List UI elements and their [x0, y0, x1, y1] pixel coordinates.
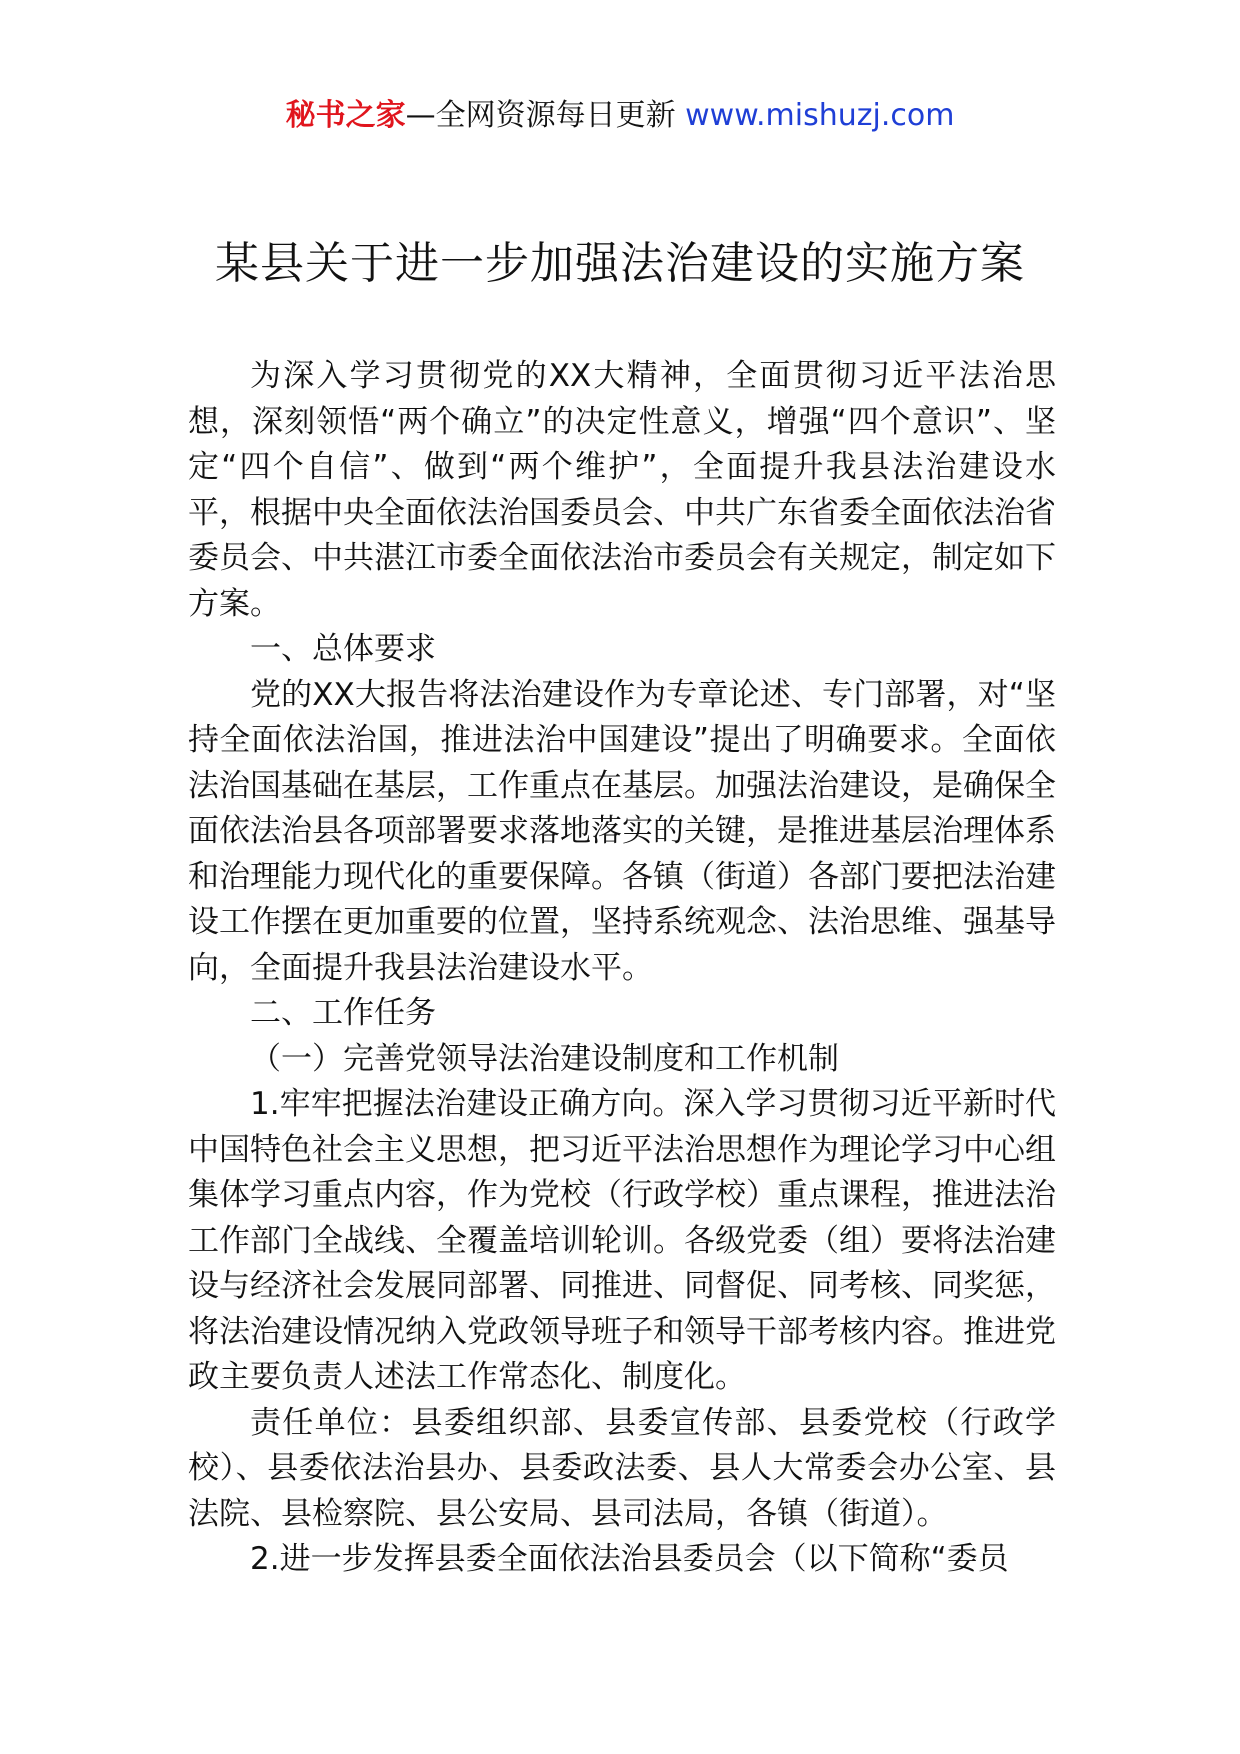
section-heading-work-tasks: 二、工作任务 [250, 995, 436, 1031]
header-slogan: —全网资源每日更新 [405, 98, 686, 133]
paragraph-item-1: 1.牢牢把握法治建设正确方向。深入学习贯彻习近平新时代中国特色社会主义思想，把习近平法治思想作为理论学习中心组集体学习重点内容，作为党校（行政学校）重点课程，推进法治工作部门全战线、全覆盖培训轮训。各级党委（组）要将法治建设与经济社会发展同部署、同推进、同督促、同考核、同奖惩，将法治建设情况纳入党政领导班子和领导干部考核内容。推进党政主要负责人述法工作常态化、制度化。 [188, 1086, 1056, 1395]
brand-name: 秘书之家 [285, 98, 406, 133]
paragraph-intro: 为深入学习贯彻党的XX大精神，全面贯彻习近平法治思想，深刻领悟“两个确立”的决定性意义，增强“四个意识”、坚定“四个自信”、做到“两个维护”，全面提升我县法治建设水平，根据中央全面依法治国委员会、中共广东省委全面依法治省委员会、中共湛江市委全面依法治市委员会有关规定，制定如下方案。 [188, 358, 1056, 622]
paragraph-overall-requirements: 党的XX大报告将法治建设作为专章论述、专门部署，对“坚持全面依法治国，推进法治中国建设”提出了明确要求。全面依法治国基础在基层，工作重点在基层。加强法治建设，是确保全面依法治县各项部署要求落地落实的关键，是推进基层治理体系和治理能力现代化的重要保障。各镇（街道）各部门要把法治建设工作摆在更加重要的位置，坚持系统观念、法治思维、强基导向，全面提升我县法治建设水平。 [188, 676, 1056, 986]
site-header [0, 96, 1240, 136]
subsection-heading-1: （一）完善党领导法治建设制度和工作机制 [250, 1040, 839, 1077]
document-body [188, 354, 1056, 1583]
paragraph-item-2: 2.进一步发挥县委全面依法治县委员会（以下简称“委员 [250, 1541, 1009, 1577]
paragraph-responsible-units: 责任单位：县委组织部、县委宣传部、县委党校（行政学校）、县委依法治县办、县委政法委、县人大常委会办公室、县法院、县检察院、县公安局、县司法局，各镇（街道）。 [188, 1404, 1056, 1532]
site-url-link[interactable]: www.mishuzj.com [685, 98, 955, 133]
section-heading-overall-requirements: 一、总体要求 [250, 631, 436, 667]
document-title: 某县关于进一步加强法治建设的实施方案 [215, 238, 1025, 289]
